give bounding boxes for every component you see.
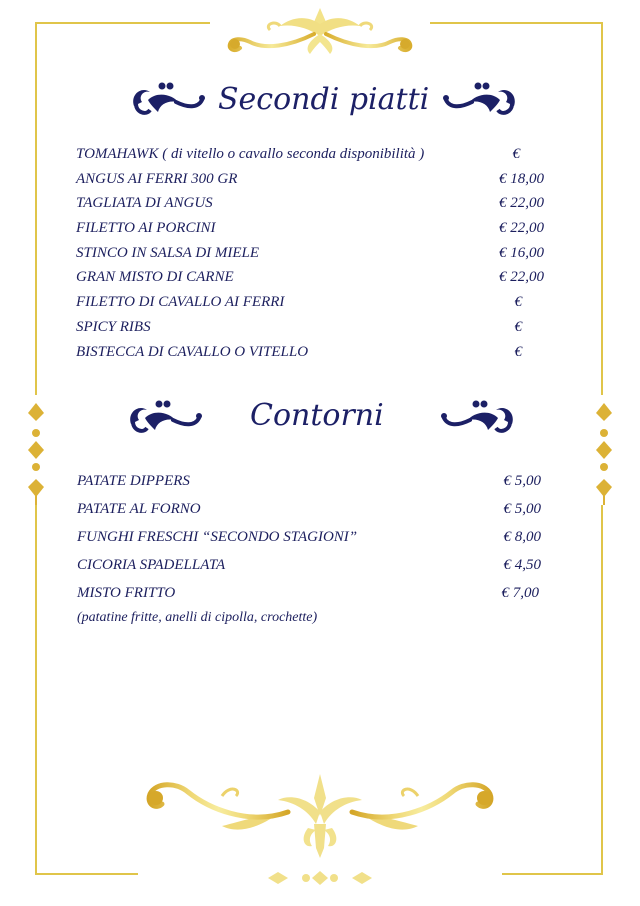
item-name: MISTO FRITTO [77, 585, 176, 601]
item-name: GRAN MISTO DI CARNE [76, 269, 234, 286]
contorni-menu-list [77, 467, 541, 629]
menu-item [77, 551, 541, 579]
menu-item [76, 340, 528, 365]
menu-item [76, 216, 544, 241]
menu-item [77, 579, 541, 607]
item-name: ANGUS AI FERRI 300 GR [76, 170, 238, 187]
item-name: PATATE AL FORNO [77, 501, 201, 517]
menu-item [76, 142, 528, 167]
menu-item [77, 523, 541, 551]
item-name: TAGLIATA DI ANGUS [76, 195, 213, 212]
item-price: € 22,00 [499, 269, 544, 286]
item-price: € 22,00 [499, 220, 544, 237]
item-name: FILETTO DI CAVALLO AI FERRI [76, 294, 285, 311]
item-price: € 18,00 [499, 170, 544, 187]
item-name: PATATE DIPPERS [77, 473, 190, 489]
secondi-menu-list [76, 142, 544, 364]
item-price: € 5,00 [503, 501, 541, 517]
contorni-section-title: Contorni [250, 398, 384, 433]
top-gold-ornament-icon [210, 4, 430, 58]
item-price: € [514, 294, 522, 311]
secondi-section-title: Secondi piatti [218, 82, 430, 117]
right-side-ornament [592, 395, 616, 505]
menu-item [76, 191, 544, 216]
item-price: € 4,50 [503, 557, 541, 573]
item-price: € [514, 318, 522, 335]
right-swirl-flourish-icon [440, 80, 520, 120]
left-swirl-flourish-icon [128, 80, 208, 120]
item-price: € [512, 146, 520, 162]
item-name: TOMAHAWK ( di vitello o cavallo seconda disponibilità ) [76, 146, 425, 162]
item-price: € [514, 343, 522, 360]
item-name: FILETTO AI PORCINI [76, 220, 216, 237]
menu-item [76, 315, 528, 340]
bottom-gold-ornament-icon [138, 768, 502, 886]
item-price: € 7,00 [501, 585, 539, 601]
item-name: BISTECCA DI CAVALLO O VITELLO [76, 343, 309, 360]
item-name: SPICY RIBS [76, 318, 151, 335]
gold-diamond-dots-icon [24, 395, 48, 505]
item-price: € 22,00 [499, 195, 544, 212]
menu-item [76, 241, 544, 266]
item-name: CICORIA SPADELLATA [77, 557, 226, 573]
item-price: € 8,00 [503, 529, 541, 545]
item-name: FUNGHI FRESCHI “SECONDO STAGIONI” [77, 529, 358, 545]
gold-diamond-dots-icon [592, 395, 616, 505]
left-side-ornament [24, 395, 48, 505]
item-price: € 16,00 [499, 244, 544, 261]
menu-item [77, 467, 541, 495]
right-swirl-flourish-icon [438, 396, 518, 440]
item-price: € 5,00 [503, 473, 541, 489]
left-swirl-flourish-icon [125, 396, 205, 440]
menu-item [77, 495, 541, 523]
menu-item [76, 290, 528, 315]
item-name: STINCO IN SALSA DI MIELE [76, 244, 260, 261]
menu-item [76, 265, 544, 290]
menu-item [76, 167, 544, 192]
misto-fritto-note: (patatine fritte, anelli di cipolla, crochette) [77, 610, 318, 625]
